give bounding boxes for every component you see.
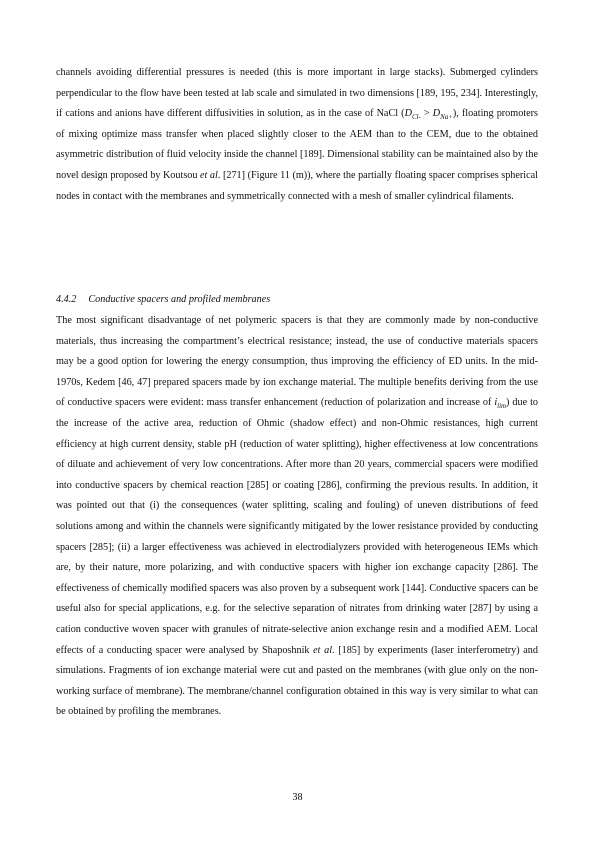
symbol-d-cl: $D_{Cl-}$: [404, 108, 421, 122]
paragraph-submerged-cylinders: [56, 63, 538, 207]
symbol-d-na: $D_{Na+}$: [432, 108, 453, 122]
section-number: 4.4.2: [56, 294, 77, 305]
text-run: . [271] (Figure 11 (m)), where the partially floating spacer comprises spherical nodes in contact with the membranes and symmetrically connected with a mesh of smaller cylindrical filaments.: [56, 169, 538, 202]
text-run: . [185] by experiments (laser interferometry) and simulations. Fragments of ion exchange material were cut and pasted on the membranes (with glue only on the non-working surface of membrane). The membrane/channel configuration obtained in this way is very similar to what can be obtained by profiling the membranes.: [56, 644, 538, 718]
et-al-italic: et al: [313, 644, 333, 656]
text-run: channels avoiding differential pressures is needed (this is more important in large stacks). Submerged cylinders perpendicular to the flow have been tested at lab scale and simulated in two dimensions [189, 195, 234]. Interestingly, if cations and anions have different diffusivities in solution, as in the case of NaCl (: [56, 67, 538, 120]
et-al-italic: et al: [200, 169, 218, 181]
text-run: >: [420, 108, 433, 120]
page-number: 38: [292, 792, 303, 803]
text-run: ), floating promoters of mixing optimize mass transfer when placed slightly closer to the AEM than to the CEM, due to the obtained asymmetric distribution of fluid velocity inside the channel [189]. Dimensional stability can be maintained also by the novel design proposed by Koutsou: [56, 108, 538, 181]
paragraph-conductive-spacers: [56, 311, 538, 723]
section-heading: [56, 290, 270, 310]
symbol-i-lim: $i_{lim}$: [494, 397, 507, 411]
text-run: The most significant disadvantage of net polymeric spacers is that they are commonly made by non-conductive materials, thus increasing the compartment’s electrical resistance; instead, the use of conductive materials spacers may be a good option for lowering the energy consumption, thus improving the efficiency of ED units. In the mid-1970s, Kedem [46, 47] prepared spacers made by ion exchange material. The multiple benefits deriving from the use of conductive spacers were evident: mass transfer enhancement (reduction of polarization and increase of: [56, 315, 538, 409]
text-run: ) due to the increase of the active area, reduction of Ohmic (shadow effect) and non-Ohmic resistances, high current efficiency at high current density, stable pH (reduction of water splitting), higher effectiveness at low concentrations of diluate and achievement of very low concentrations. After more than 20 years, commercial spacers were modified into conductive spacers by chemical reaction [285] or coating [286], confirming the previous results. In addition, it was pointed out that (i) the consequences (water splitting, scaling and fouling) of uneven distributions of feed solutions among and within the channels were significantly mitigated by the lower resistance provided by conducting spacers [285]; (ii) a larger effectiveness was achieved in electrodialyzers provided with heterogeneous IEMs which are, by their nature, more polarizing, and with conductive spacers with higher ion exchange capacity [286]. The effectiveness of chemically modified spacers was also proven by a subsequent work [144]. Conductive spacers can be useful also for special applications, e.g. for the selective separation of nitrates from drinking water [287] by using a cation conductive woven spacer with granules of nitrate-selective anion exchange resin and a modified AEM. Local effects of a conducting spacer were analysed by Shaposhnik: [56, 397, 539, 656]
section-title: Conductive spacers and profiled membranes: [88, 294, 271, 305]
